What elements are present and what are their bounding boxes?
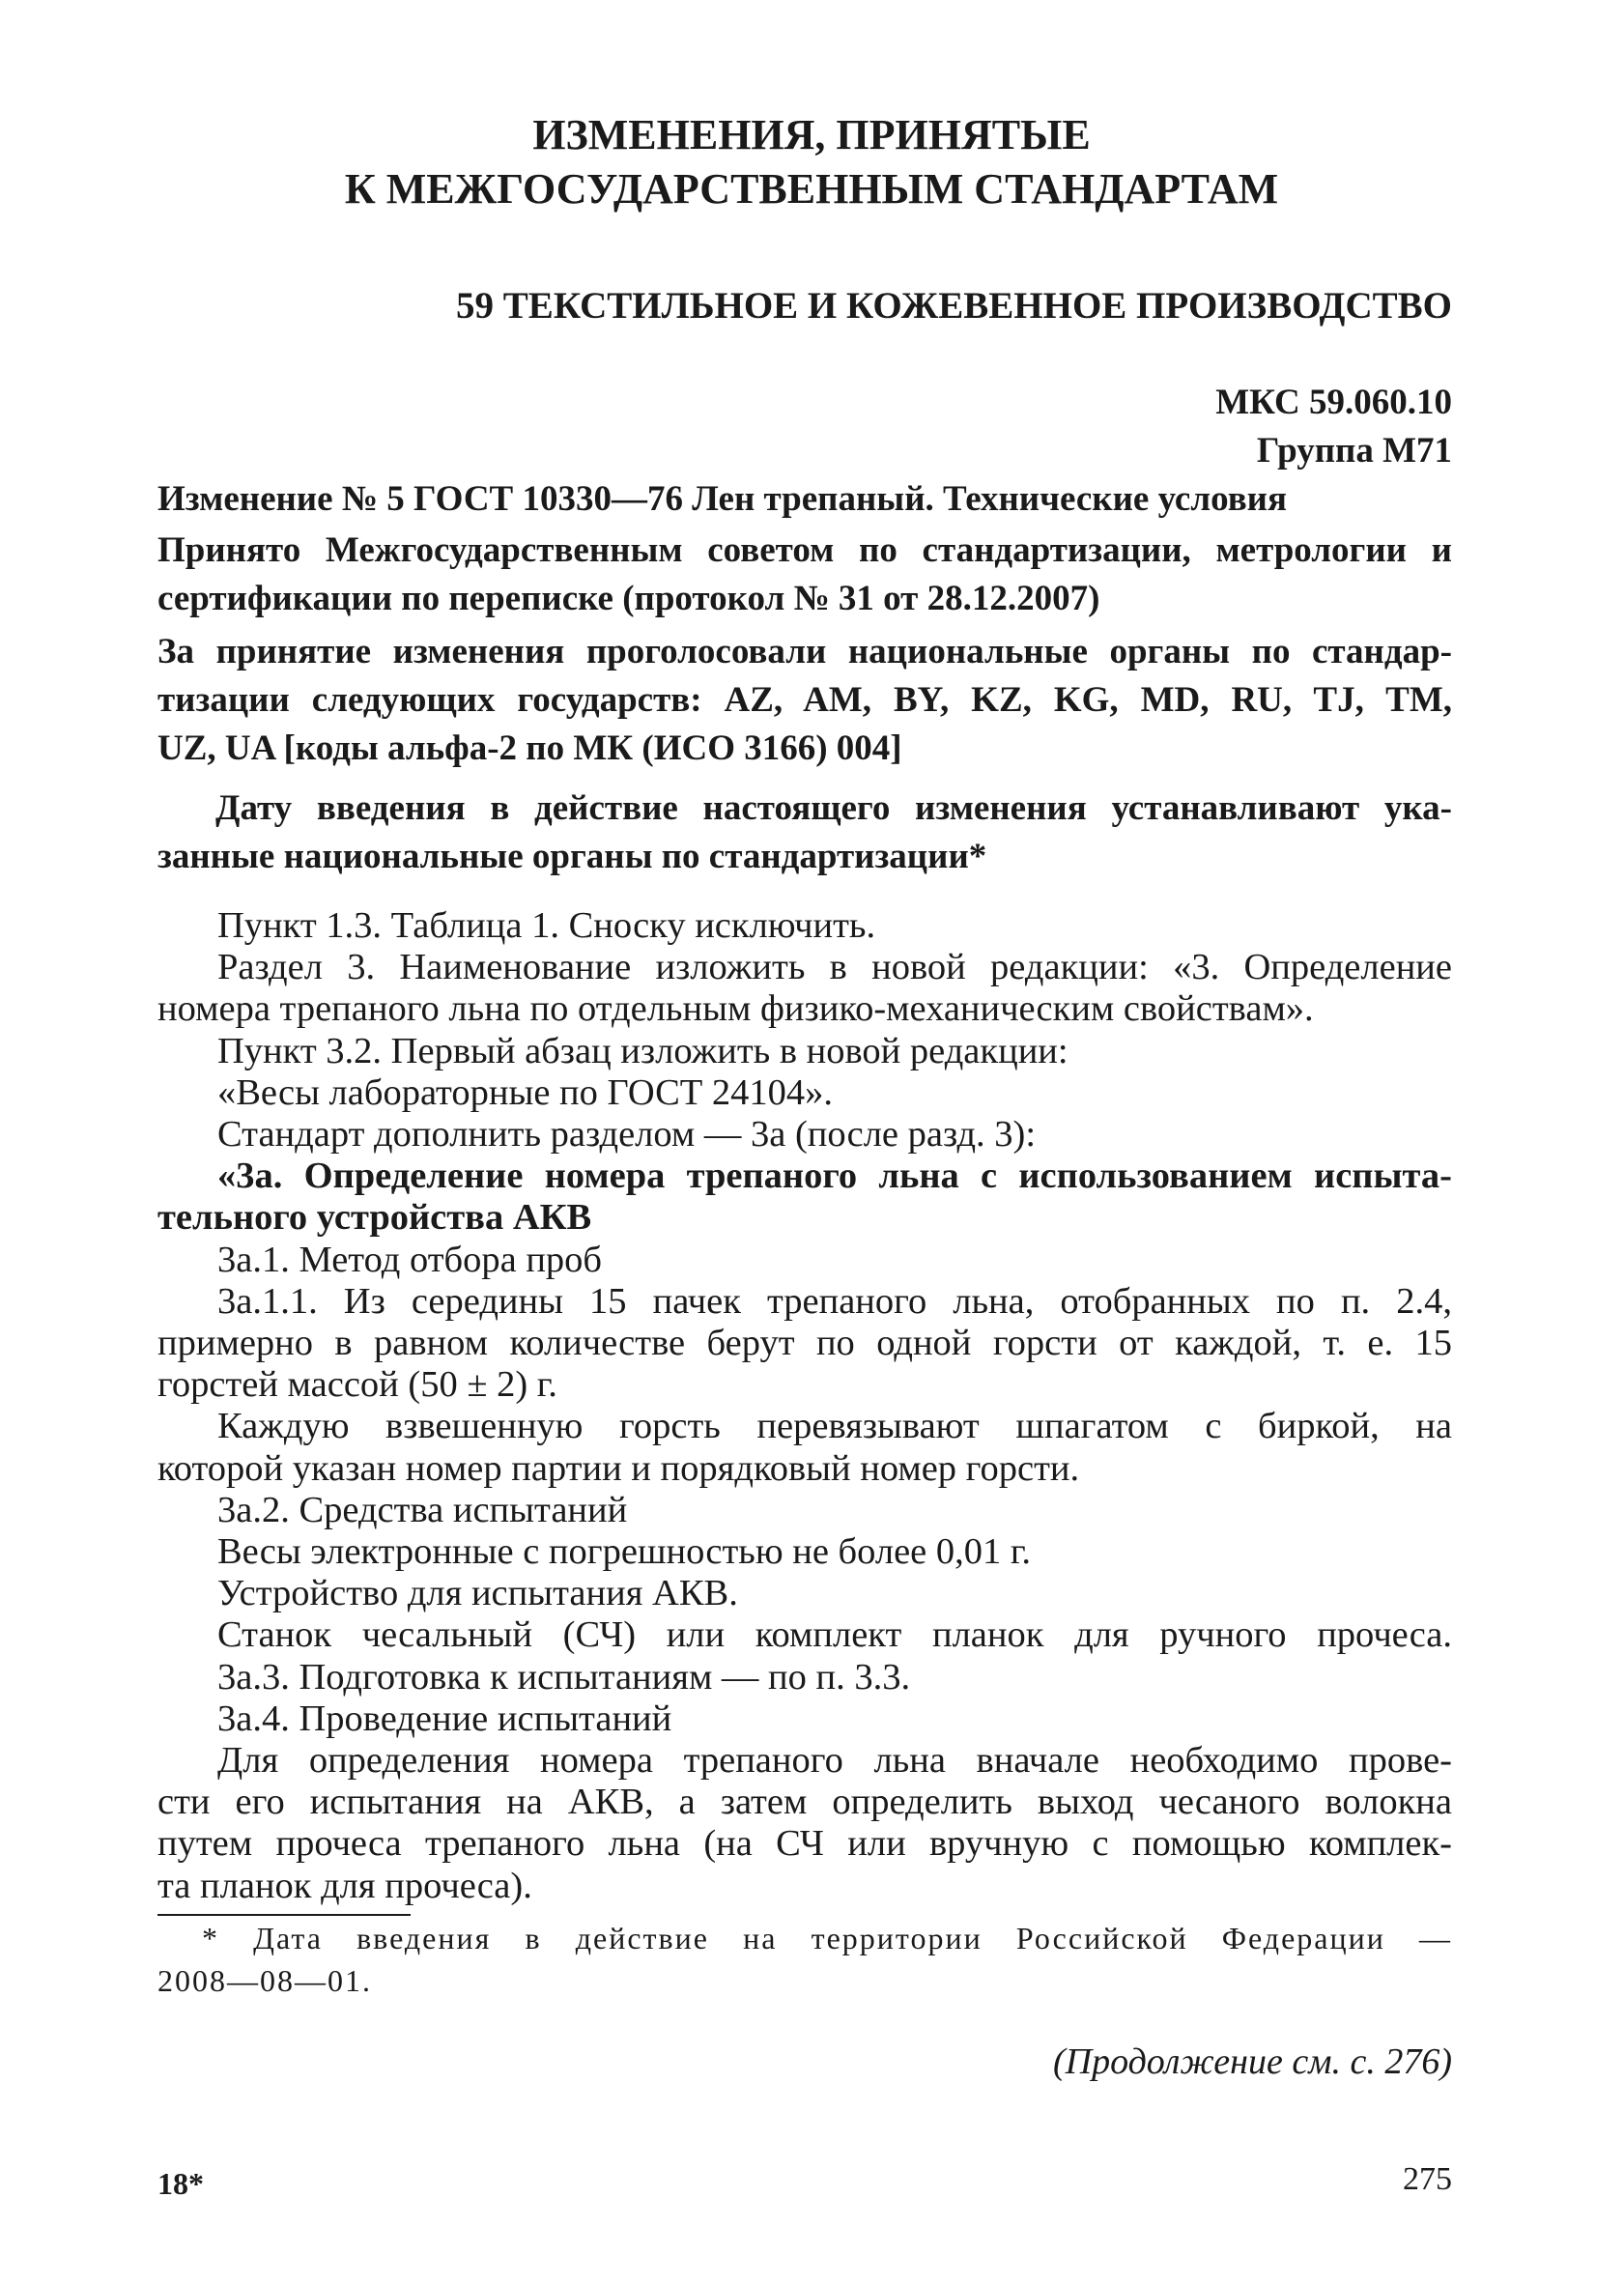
- body-line: Весы электронные с погрешностью не более 0,01 г.: [217, 1531, 1031, 1573]
- body-line: номера трепаного льна по отдельным физико-механическим свойствам».: [157, 988, 1314, 1030]
- body-line: Станок чесальный (СЧ) или комплект планок для ручного прочеса.: [217, 1614, 1452, 1656]
- footnote-rule: [157, 1914, 411, 1916]
- effective-date-paragraph: [157, 785, 1452, 881]
- body-line: Стандарт дополнить разделом — 3а (после разд. 3):: [217, 1114, 1037, 1156]
- title-line-1: ИЗМЕНЕНИЯ, ПРИНЯТЫЕ: [532, 111, 1091, 158]
- body-line: 3а.1.1. Из середины 15 пачек трепаного льна, отобранных по п. 2.4,: [217, 1280, 1452, 1322]
- classification-block: [966, 379, 1452, 475]
- body-line: 3а.3. Подготовка к испытаниям — по п. 3.3.: [217, 1656, 911, 1698]
- page-number: 275: [1403, 2161, 1452, 2197]
- change-title-line: Изменение № 5 ГОСТ 10330—76 Лен трепаный. Технические условия: [157, 479, 1288, 519]
- document-title: [97, 108, 1526, 216]
- body-line: сти его испытания на АКВ, а затем определить выход чесаного волокна: [157, 1782, 1452, 1823]
- voted-line-2: тизации следующих государств: AZ, AM, BY, KZ, KG, MD, RU, TJ, TM,: [157, 680, 1452, 720]
- body-line: «Весы лабораторные по ГОСТ 24104».: [217, 1071, 834, 1113]
- body-line: Устройство для испытания АКВ.: [217, 1573, 738, 1614]
- adopted-paragraph: [157, 527, 1452, 623]
- body-line: примерно в равном количестве берут по одной горсти от каждой, т. е. 15: [157, 1323, 1452, 1364]
- footnote: [157, 1917, 1452, 2002]
- effective-line-2: занные национальные органы по стандартизации*: [157, 837, 987, 876]
- body-line: которой указан номер партии и порядковый номер горсти.: [157, 1447, 1080, 1489]
- body-line: Для определения номера трепаного льна вначале необходимо прове-: [217, 1740, 1452, 1782]
- mks-code: МКС 59.060.10: [1215, 383, 1452, 422]
- body-line: путем прочеса трепаного льна (на СЧ или вручную с помощью комплек-: [157, 1823, 1452, 1865]
- body-line: горстей массой (50 ± 2) г.: [157, 1364, 557, 1406]
- body-line-bold: тельного устройства АКВ: [157, 1197, 592, 1239]
- footnote-line-2: 2008—08—01.: [157, 1963, 372, 1998]
- body-line: 3а.1. Метод отбора проб: [217, 1239, 603, 1280]
- title-line-2: К МЕЖГОСУДАРСТВЕННЫМ СТАНДАРТАМ: [344, 165, 1279, 213]
- voted-line-1: За принятие изменения проголосовали национальные органы по стандар-: [157, 632, 1452, 671]
- change-body: [157, 905, 1452, 1907]
- body-line: та планок для прочеса).: [157, 1865, 532, 1906]
- signature-mark: 18*: [157, 2166, 204, 2201]
- adopted-line-2: сертификации по переписке (протокол № 31 от 28.12.2007): [157, 579, 1100, 618]
- body-line-bold: «3а. Определение номера трепаного льна с использованием испыта-: [217, 1156, 1452, 1197]
- voted-line-3: UZ, UA [коды альфа-2 по МК (ИСО 3166) 004]: [157, 728, 902, 768]
- adopted-line-1: Принято Межгосударственным советом по стандартизации, метрологии и: [157, 530, 1452, 570]
- body-line: Каждую взвешенную горсть перевязывают шпагатом с биркой, на: [217, 1406, 1452, 1447]
- body-line: Раздел 3. Наименование изложить в новой редакции: «3. Определение: [217, 947, 1452, 988]
- section-heading: 59 ТЕКСТИЛЬНОЕ И КОЖЕВЕННОЕ ПРОИЗВОДСТВО: [456, 285, 1452, 327]
- continuation-note: (Продолжение см. с. 276): [1052, 2041, 1452, 2082]
- footnote-line-1: * Дата введения в действие на территории Российской Федерации —: [202, 1921, 1452, 1955]
- body-line: Пункт 1.3. Таблица 1. Сноску исключить.: [217, 905, 876, 946]
- change-title: [157, 475, 1452, 524]
- body-line: 3а.2. Средства испытаний: [217, 1489, 628, 1530]
- voted-paragraph: [157, 628, 1452, 773]
- effective-line-1: Дату введения в действие настоящего изменения устанавливают ука-: [215, 788, 1452, 828]
- body-line: Пункт 3.2. Первый абзац изложить в новой редакции:: [217, 1030, 1068, 1071]
- body-line: 3а.4. Проведение испытаний: [217, 1698, 672, 1739]
- group-code: Группа М71: [1256, 431, 1452, 471]
